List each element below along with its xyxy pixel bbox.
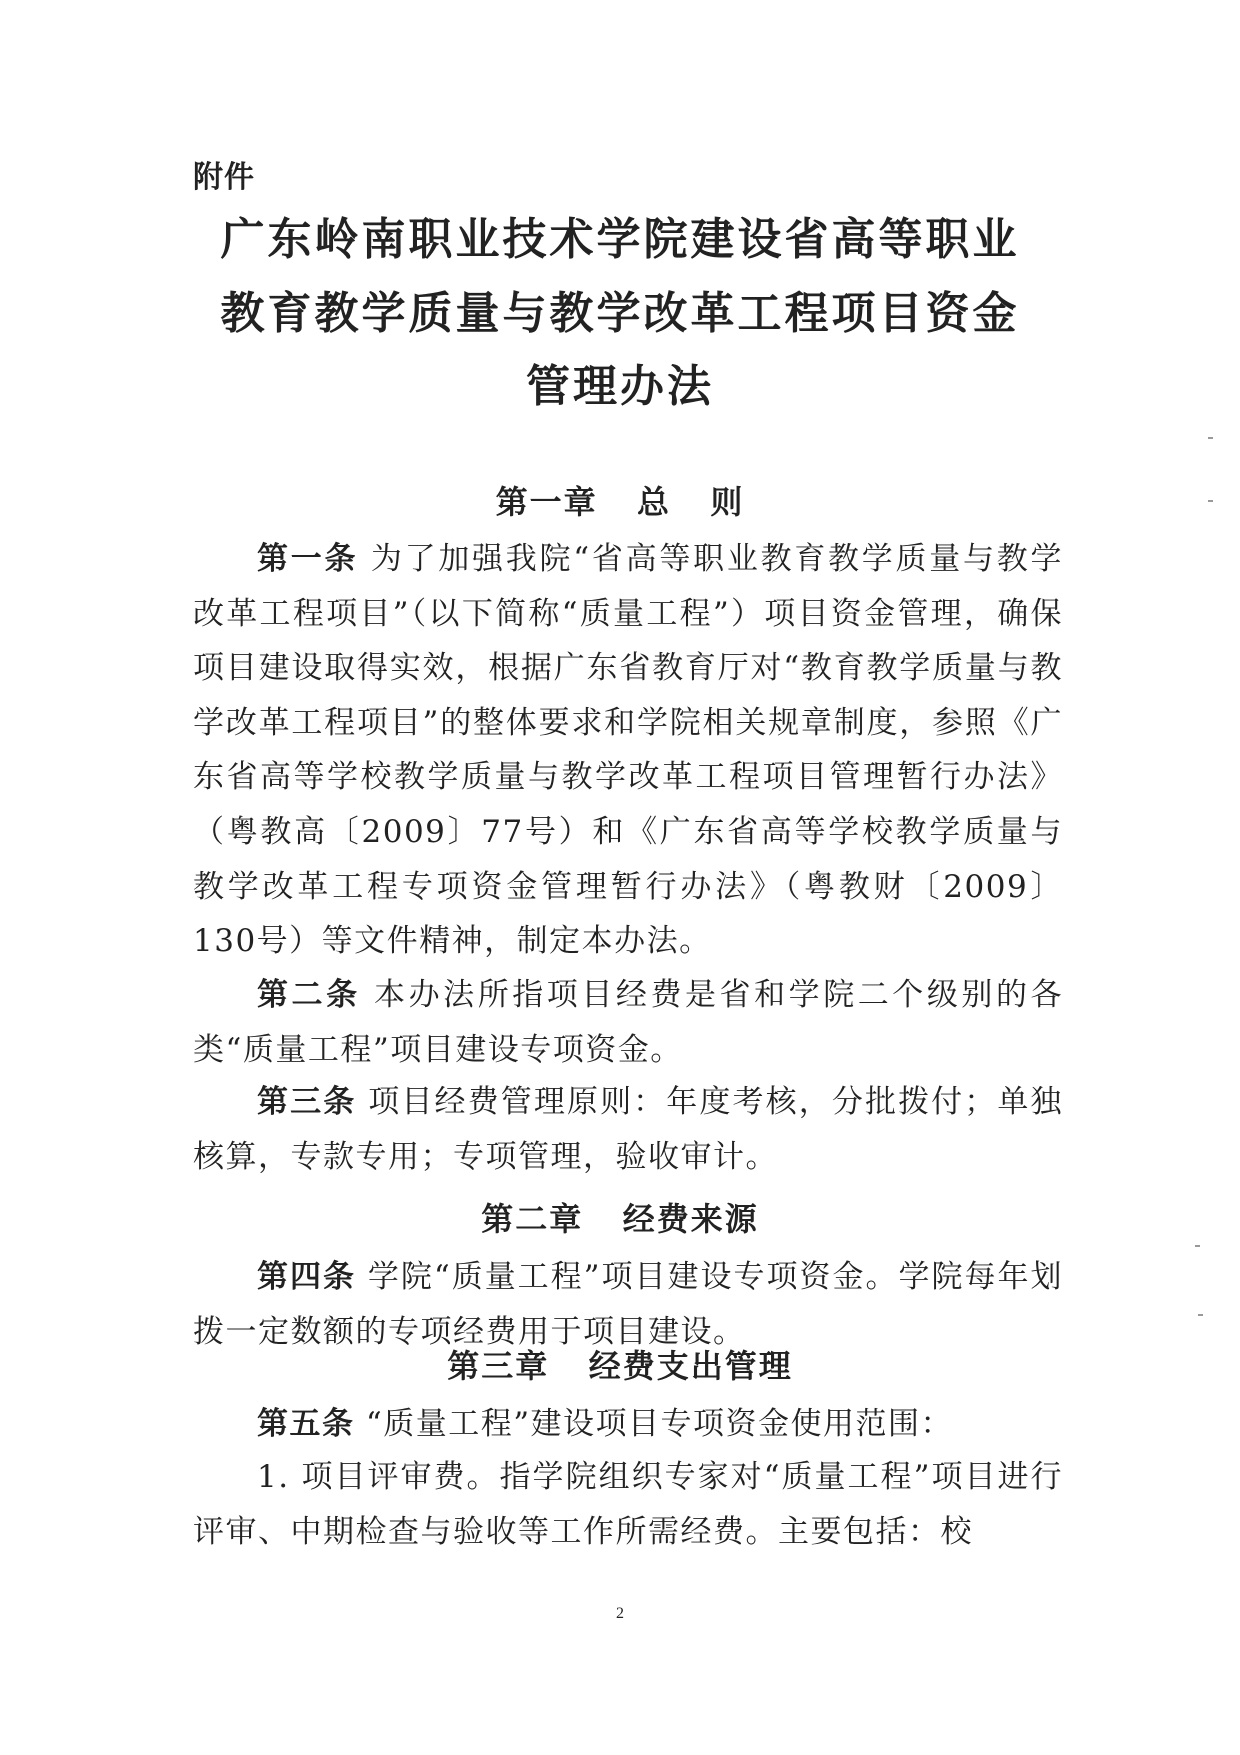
article-1-text: 为了加强我院“省高等职业教育教学质量与教学改革工程项目”（以下简称“质量工程”）项目资金管理，确保项目建设取得实效，根据广东省教育厅对“教育教学质量与教学改革工程项目”的整体要求和学院相关规章制度，参照《广东省高等学校教学质量与教学改革工程项目管理暂行办法》（粤教高〔2009〕77号）和《广东省高等学校教学质量与教学改革工程专项资金管理暂行办法》（粤教财〔2009〕130号）等文件精神，制定本办法。 bbox=[193, 541, 1064, 960]
document-title-line-1: 广东岭南职业技术学院建设省高等职业 bbox=[220, 214, 1020, 265]
article-4 bbox=[193, 1250, 1063, 1359]
article-5-lead: 第五条 bbox=[257, 1406, 355, 1442]
article-3-text: 项目经费管理原则：年度考核，分批拨付；单独核算，专款专用；专项管理，验收审计。 bbox=[193, 1084, 1064, 1175]
chapter-heading-3: 第三章 经费支出管理 bbox=[447, 1347, 793, 1385]
chapter-heading-2: 第二章 经费来源 bbox=[481, 1200, 759, 1238]
article-4-text: 学院“质量工程”项目建设专项资金。学院每年划拨一定数额的专项经费用于项目建设。 bbox=[193, 1259, 1063, 1350]
article-5-text: “质量工程”建设项目专项资金使用范围： bbox=[354, 1406, 954, 1442]
scan-speck bbox=[1198, 1314, 1203, 1316]
chapter-heading-1: 第一章 总 则 bbox=[495, 483, 745, 521]
document-title-line-3: 管理办法 bbox=[526, 361, 714, 412]
article-2-text: 本办法所指项目经费是省和学院二个级别的各类“质量工程”项目建设专项资金。 bbox=[193, 977, 1063, 1068]
document-title-line-2: 教育教学质量与教学改革工程项目资金 bbox=[220, 288, 1020, 339]
article-1 bbox=[193, 532, 1063, 969]
article-5 bbox=[193, 1397, 1063, 1452]
attachment-label: 附件 bbox=[193, 160, 255, 195]
list-item-1: 1. 项目评审费。指学院组织专家对“质量工程”项目进行评审、中期检查与验收等工作所需经费。主要包括：校 bbox=[193, 1459, 1063, 1550]
article-3 bbox=[193, 1075, 1063, 1184]
article-2-lead: 第二条 bbox=[257, 977, 361, 1013]
article-3-lead: 第三条 bbox=[257, 1084, 357, 1120]
scan-speck bbox=[1208, 437, 1213, 439]
page-number: 2 bbox=[616, 1605, 624, 1622]
article-4-lead: 第四条 bbox=[257, 1259, 356, 1295]
scan-speck bbox=[1208, 500, 1213, 502]
scan-speck bbox=[1195, 1245, 1200, 1247]
article-1-lead: 第一条 bbox=[257, 541, 359, 577]
article-2 bbox=[193, 968, 1063, 1077]
